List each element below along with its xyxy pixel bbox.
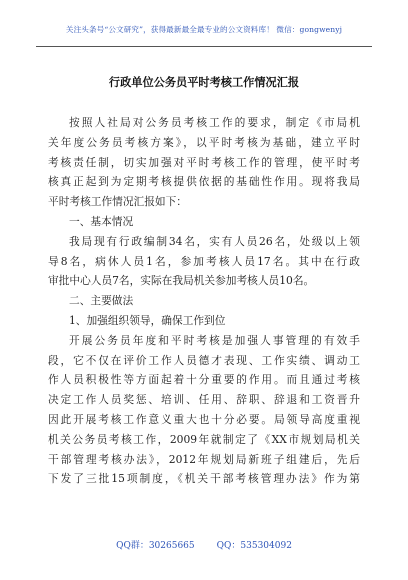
body-line: 下发了三批15项制度，《机关干部考核管理办法》作为第	[48, 472, 360, 486]
footer-contact	[0, 538, 408, 551]
body-line: 二、主要做法	[69, 294, 134, 308]
header-divider	[36, 46, 372, 47]
document-body	[48, 113, 360, 489]
paragraph-intro	[48, 113, 360, 212]
body-line: 平时考核工作情况汇报如下：	[48, 195, 187, 209]
section-heading-basic	[48, 212, 360, 232]
body-line: 1、加强组织领导，确保工作到位	[69, 313, 226, 327]
section-heading-methods	[48, 291, 360, 311]
body-line: 审批中心人员7名，实际在我局机关参加考核人员10名。	[48, 274, 315, 288]
body-line: 机关公务员考核工作，2009年就制定了《XX市规划局机关	[48, 432, 360, 446]
body-line: 一、基本情况	[69, 214, 134, 228]
body-line: 决定工作人员奖惩、培训、任用、辞职、辞退和工资晋升	[48, 393, 360, 407]
subheading-leadership	[48, 311, 360, 331]
header-note: 关注头条号“公文研究”，获得最新最全最专业的公文资料库！ 微信：gongwenyj	[65, 25, 343, 34]
body-line: 作人员积极性等方面起着十分重要的作用。而且通过考核	[48, 373, 360, 387]
body-line: 开展公务员年度和平时考核是加强人事管理的有效手	[69, 333, 360, 347]
body-line: 考核责任制，切实加强对平时考核工作的管理，使平时考	[48, 155, 360, 169]
body-line: 导8名，病休人员1名，参加考核人员17名。其中在行政	[48, 254, 360, 268]
body-line: 按照人社局对公务员考核工作的要求，制定《市局机	[69, 116, 360, 129]
paragraph-basic	[48, 232, 360, 291]
body-line: 因此开展考核工作意义重大也十分必要。局领导高度重视	[48, 412, 360, 426]
footer-qq-group: QQ群：30265665	[116, 541, 195, 551]
body-line: 干部管理考核办法》，2012年规划局新班子组建后，先后	[48, 452, 360, 466]
body-line: 关年度公务员考核方案》，以平时考核为基础，建立平时	[48, 135, 360, 149]
footer-qq: QQ：535304092	[216, 541, 292, 551]
document-title: 行政单位公务员平时考核工作情况汇报	[108, 75, 300, 89]
body-line: 核真正起到为定期考核提供依据的基础性作用。现将我局	[48, 175, 360, 189]
body-line: 我局现有行政编制34名，实有人员26名，处级以上领	[69, 234, 360, 248]
body-line: 段，它不仅在评价工作人员德才表现、工作实绩、调动工	[48, 353, 360, 367]
paragraph-methods	[48, 331, 360, 489]
